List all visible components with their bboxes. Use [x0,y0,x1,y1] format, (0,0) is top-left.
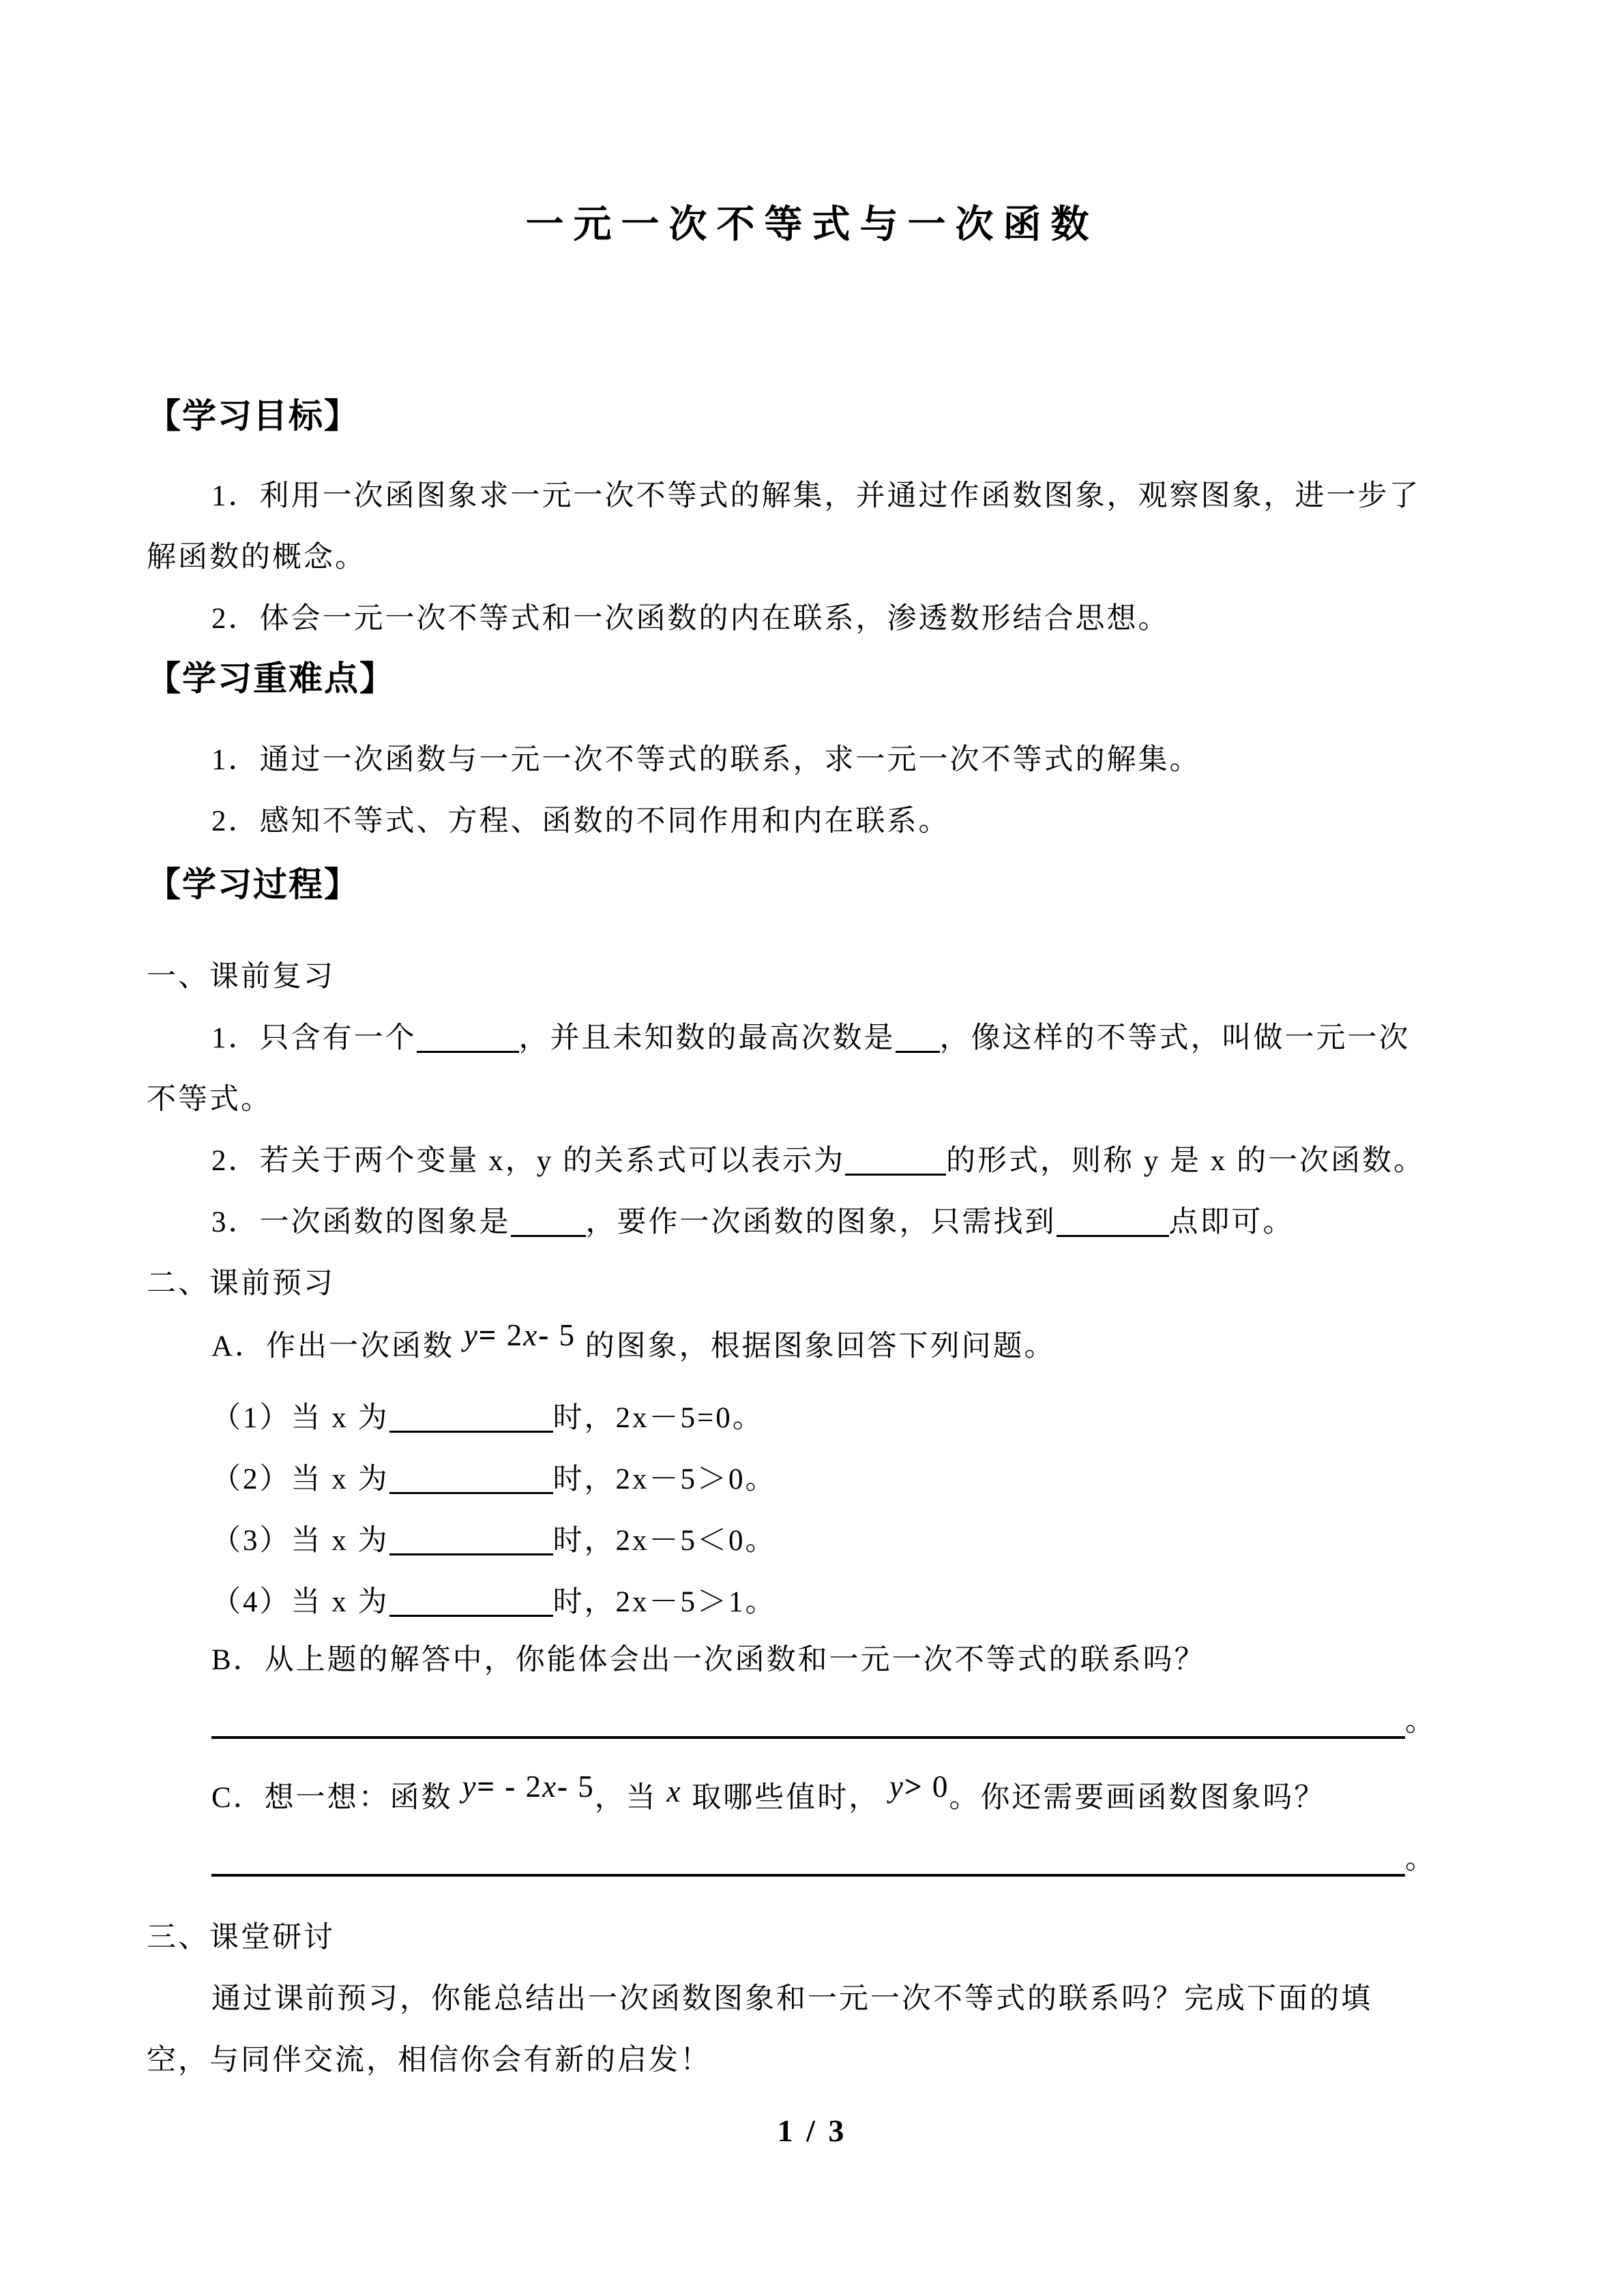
preview-q1-text-b: 时，2x－5=0。 [552,1402,764,1434]
fill-blank [417,1019,519,1053]
answer-period: 。 [1405,1843,1436,1875]
goal-item-1-line-1: 1．利用一次函图象求一元一次不等式的解集，并通过作函数图象，观察图象，进一步了 [211,480,1421,512]
formula-minus-sign: - [538,1318,559,1352]
page-number: 1 / 3 [777,2113,847,2148]
preview-q4-text-b: 时，2x－5＞1。 [552,1586,777,1618]
preview-item-b: B．从上题的解答中，你能体会出一次函数和一元一次不等式的联系吗？ [211,1644,1206,1676]
preview-question-1 [147,1388,1477,1449]
part-title-review: 一、课前复习 [147,961,335,993]
fill-blank [896,1019,940,1053]
formula-constant: 5 [559,1318,576,1352]
section-header-process: 【学习过程】 [147,865,359,904]
review-question-2 [147,1131,1477,1192]
fill-blank [389,1461,553,1494]
fill-blank [389,1583,553,1617]
formula-y-equals-minus-2x-minus-5 [462,1770,594,1804]
key-point-2: 2．感知不等式、方程、函数的不同作用和内在联系。 [211,805,950,837]
answer-line-b [147,1691,1477,1753]
preview-q2-text-b: 时，2x－5＞0。 [552,1463,777,1495]
review-q2-text-a: 2．若关于两个变量 x，y 的关系式可以表示为 [211,1145,845,1177]
preview-c-mid-1: ，当 [594,1782,667,1814]
answer-line-c [147,1829,1477,1890]
fill-blank [511,1204,586,1237]
answer-period: 。 [1405,1705,1436,1738]
formula-constant: 0 [932,1770,949,1804]
preview-q3-text-a: （3）当 x 为 [211,1525,389,1557]
answer-underline [211,1840,1405,1877]
formula-equals-minus-sign: = - [477,1770,526,1804]
preview-item-c [147,1766,1477,1829]
section-header-goals: 【学习目标】 [147,397,359,435]
formula-var-y: y [889,1770,905,1804]
fill-blank [845,1142,946,1176]
review-q3-text-c: 点即可。 [1168,1206,1295,1238]
part-title-discuss: 三、课堂研讨 [147,1922,335,1954]
formula-equals-sign: = [478,1318,507,1352]
preview-q2-text-a: （2）当 x 为 [211,1463,389,1495]
formula-var-x: x [523,1318,539,1352]
fill-blank [389,1399,553,1433]
formula-greater-than-sign: > [904,1770,932,1804]
section-header-key-points: 【学习重难点】 [147,659,395,698]
preview-q4-text-a: （4）当 x 为 [211,1586,389,1618]
key-point-1: 1．通过一次函数与一元一次不等式的联系，求一元一次不等式的解集。 [211,744,1201,776]
fill-blank [389,1522,553,1555]
fill-blank [1057,1204,1169,1237]
formula-var-x: x [666,1774,683,1808]
preview-question-3 [147,1510,1477,1572]
formula-var-y: y [462,1770,477,1804]
preview-question-4 [147,1572,1477,1633]
preview-a-label: A．作出一次函数 [211,1330,464,1362]
preview-question-2 [147,1449,1477,1510]
review-q1-text-b: ，并且未知数的最高次数是 [518,1022,896,1054]
discuss-intro-line-2: 空，与同伴交流，相信你会有新的启发！ [147,2044,711,2076]
preview-q1-text-a: （1）当 x 为 [211,1402,389,1434]
formula-coefficient: 2 [525,1770,543,1804]
review-question-1-wrap: 不等式。 [147,1084,272,1116]
part-title-preview: 二、课前预习 [147,1268,335,1300]
review-q1-text-a: 1．只含有一个 [211,1022,417,1054]
discuss-intro-line-1: 通过课前预习，你能总结出一次函数图象和一元一次不等式的联系吗？完成下面的填 [211,1983,1372,2015]
preview-item-a [147,1315,1477,1377]
review-question-3 [147,1192,1477,1253]
page-title: 一元一次不等式与一次函数 [525,204,1099,246]
formula-constant: 5 [578,1770,595,1804]
review-question-1 [147,1008,1477,1069]
review-q2-text-b: 的形式，则称 y 是 x 的一次函数。 [946,1145,1425,1177]
review-q3-text-b: ，要作一次函数的图象，只需找到 [585,1206,1057,1238]
preview-c-rest: 。你还需要画函数图象吗？ [949,1782,1326,1814]
goal-item-1-line-2: 解函数的概念。 [147,541,366,573]
formula-var-y: y [463,1318,479,1352]
review-q1-text-c: ，像这样的不等式，叫做一元一次 [939,1022,1411,1054]
preview-q3-text-b: 时，2x－5＜0。 [552,1525,777,1557]
formula-var-x: x [542,1770,558,1804]
preview-c-label: C．想一想：函数 [211,1782,462,1814]
formula-coefficient: 2 [506,1318,524,1352]
formula-minus-sign: - [557,1770,578,1804]
formula-y-greater-than-0 [889,1770,949,1804]
preview-a-rest: 的图象，根据图象回答下列问题。 [575,1330,1056,1362]
formula-y-equals-2x-minus-5 [464,1318,576,1352]
answer-underline [211,1702,1405,1739]
review-q3-text-a: 3．一次函数的图象是 [211,1206,511,1238]
goal-item-2: 2．体会一元一次不等式和一次函数的内在联系，渗透数形结合思想。 [211,603,1170,635]
preview-c-mid-2: 取哪些值时， [682,1782,890,1814]
